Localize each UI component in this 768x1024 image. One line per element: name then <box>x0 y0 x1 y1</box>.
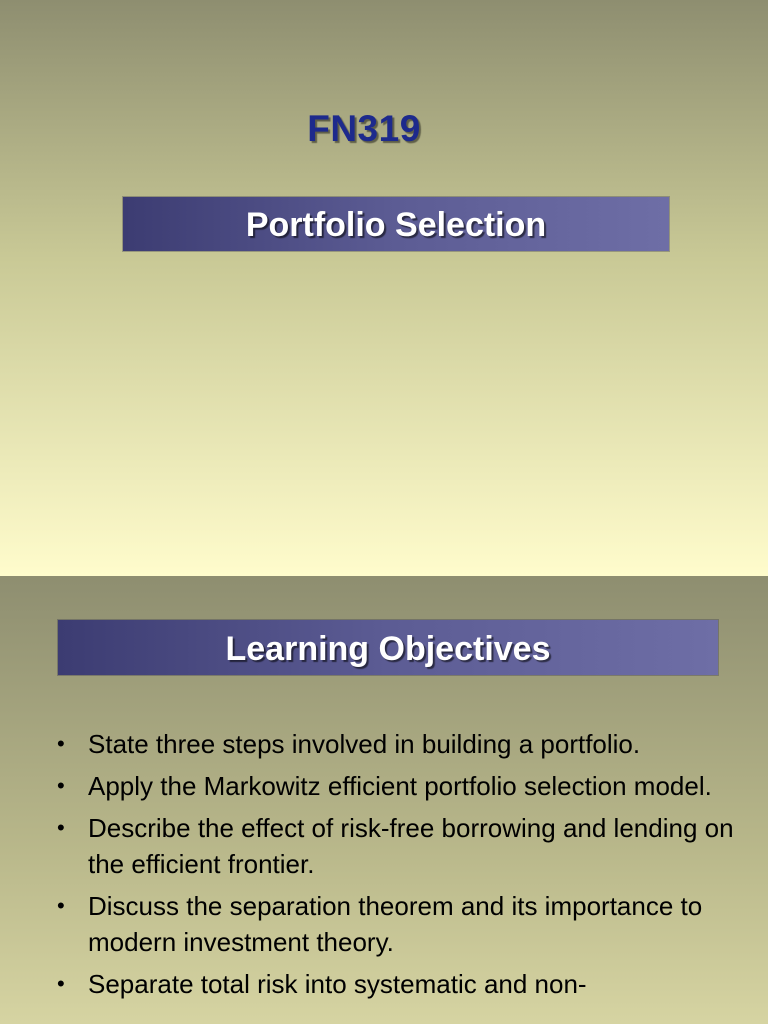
slide-title-banner: Portfolio Selection <box>123 197 669 251</box>
course-code: FN319 <box>307 108 421 149</box>
objectives-list <box>57 726 737 1008</box>
learning-objectives-banner: Learning Objectives <box>58 620 718 675</box>
objective-text: Apply the Markowitz efficient portfolio selection model. <box>88 771 712 801</box>
list-item <box>57 810 737 882</box>
objective-text: Discuss the separation theorem and its importance to modern investment theory. <box>88 891 703 957</box>
list-item <box>57 888 737 960</box>
bullet-icon: • <box>57 815 65 840</box>
list-item <box>57 768 737 804</box>
list-item <box>57 726 737 762</box>
objective-text: Separate total risk into systematic and non- <box>88 969 587 999</box>
slide-learning-objectives <box>0 576 768 1024</box>
objective-text: State three steps involved in building a portfolio. <box>88 729 641 759</box>
list-item <box>57 966 737 1002</box>
bullet-icon: • <box>57 773 65 798</box>
bullet-icon: • <box>57 893 65 918</box>
bullet-icon: • <box>57 731 65 756</box>
bullet-icon: • <box>57 971 65 996</box>
objective-text: Describe the effect of risk-free borrowing and lending on the efficient frontier. <box>88 813 734 879</box>
